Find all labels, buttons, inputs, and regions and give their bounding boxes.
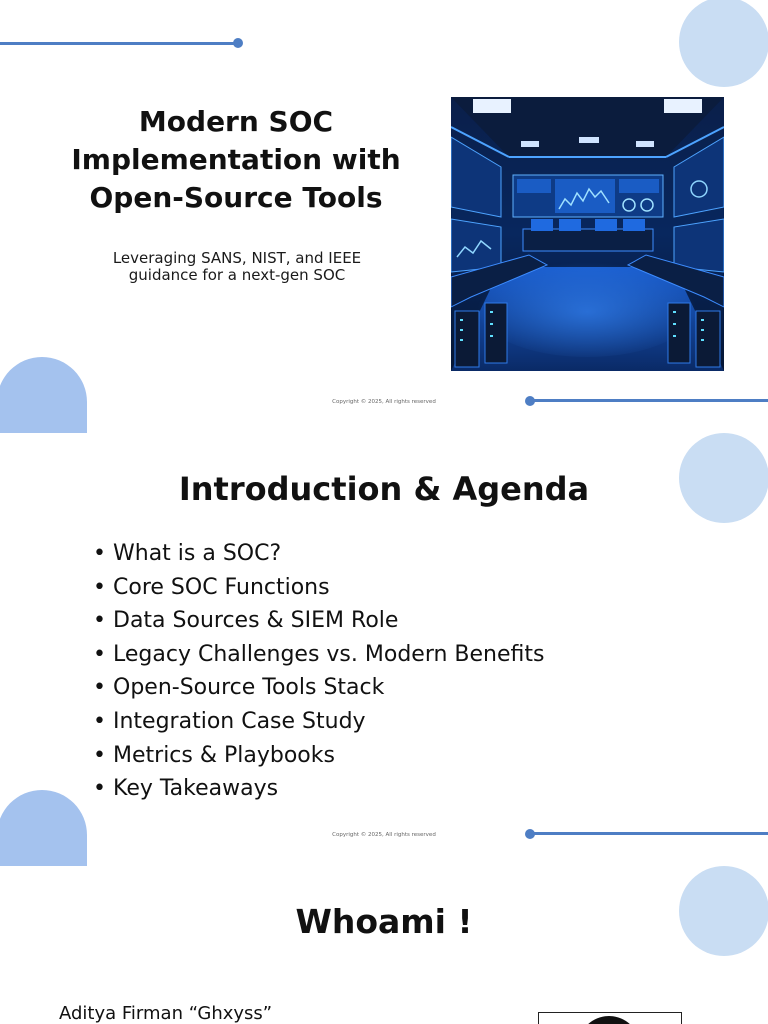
whoami-heading: Whoami ! — [295, 902, 473, 941]
accent-line-top — [0, 42, 238, 45]
author-photo — [538, 1012, 682, 1024]
agenda-item-text: Open-Source Tools Stack — [113, 675, 385, 701]
agenda-list — [93, 537, 544, 806]
agenda-item — [93, 604, 544, 638]
decorative-half-circle — [0, 357, 87, 433]
soc-control-room-image — [451, 97, 724, 371]
bullet-glyph: • — [93, 675, 106, 701]
agenda-item — [93, 638, 544, 672]
slide-title — [0, 0, 768, 433]
profile-silhouette — [578, 1016, 640, 1024]
agenda-item-text: What is a SOC? — [113, 541, 282, 566]
agenda-item — [93, 739, 544, 773]
accent-line-bottom — [530, 832, 768, 835]
slide-title-heading: Modern SOC Implementation with Open-Source Tools — [71, 105, 401, 214]
bullet-glyph: • — [93, 742, 106, 768]
decorative-half-circle — [0, 790, 87, 866]
bullet-glyph: • — [93, 574, 106, 600]
agenda-item-text: Legacy Challenges vs. Modern Benefits — [113, 641, 545, 667]
agenda-item-text: Metrics & Playbooks — [113, 742, 335, 768]
bullet-glyph: • — [93, 776, 106, 802]
agenda-heading: Introduction & Agenda — [178, 470, 590, 508]
author-name: Aditya Firman “Ghxyss” — [59, 1003, 273, 1024]
accent-dot-top — [233, 38, 243, 48]
slide-agenda — [0, 433, 768, 866]
agenda-item — [93, 772, 544, 806]
copyright-text: Copyright © 2025, All rights reserved — [332, 832, 436, 838]
agenda-item — [93, 705, 544, 739]
agenda-item-text: Core SOC Functions — [113, 574, 330, 600]
bullet-glyph: • — [93, 541, 106, 566]
decorative-circle — [679, 0, 768, 87]
copyright-text: Copyright © 2025, All rights reserved — [332, 399, 436, 405]
agenda-item — [93, 671, 544, 705]
bullet-glyph: • — [93, 708, 106, 734]
agenda-item — [93, 571, 544, 605]
bullet-glyph: • — [93, 641, 106, 667]
slide-whoami — [0, 866, 768, 1024]
bullet-glyph: • — [93, 608, 106, 634]
agenda-item — [93, 537, 544, 571]
accent-line-bottom — [530, 399, 768, 402]
agenda-item-text: Integration Case Study — [113, 708, 366, 734]
agenda-item-text: Key Takeaways — [113, 776, 279, 802]
slide-subtitle: Leveraging SANS, NIST, and IEEE guidance for a next-gen SOC — [112, 249, 362, 284]
agenda-item-text: Data Sources & SIEM Role — [113, 608, 399, 634]
